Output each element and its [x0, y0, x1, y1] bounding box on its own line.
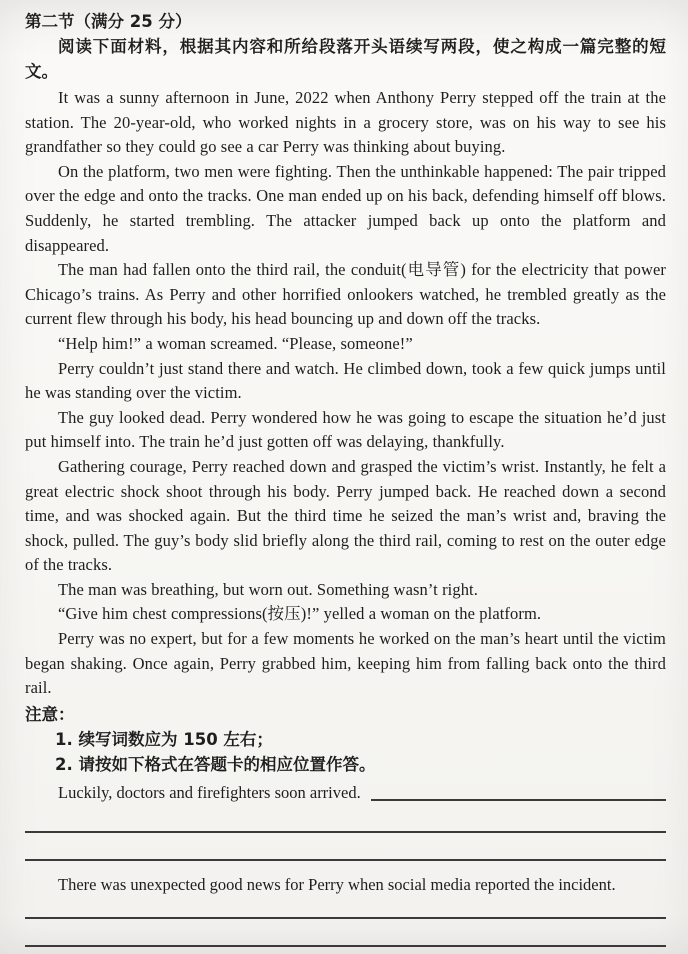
- passage-paragraph: The guy looked dead. Perry wondered how he was going to escape the situation he’d just put himself into. The train he’d just gotten off was delaying, thankfully.: [25, 407, 666, 452]
- passage-paragraph: On the platform, two men were fighting. Then the unthinkable happened: The pair tripped over the edge and onto the tracks. One man ended up on his back, defending himself off blows. Suddenly, he started trembling. The attacker jumped back up onto the platform and disappeared.: [25, 161, 666, 255]
- notes-section: [25, 702, 666, 777]
- writing-line: [25, 831, 666, 833]
- passage-paragraph: The man was breathing, but worn out. Something wasn’t right.: [58, 579, 478, 599]
- task-instruction: 阅读下面材料，根据其内容和所给段落开头语续写两段，使之构成一篇完整的短文。: [25, 37, 666, 81]
- writing-line: [371, 799, 666, 801]
- section-heading: 第二节（满分 25 分）: [25, 12, 192, 31]
- paragraph1-starter: Luckily, doctors and firefighters soon arrived.: [58, 782, 361, 802]
- paragraph2-starter: There was unexpected good news for Perry when social media reported the incident.: [58, 874, 616, 894]
- passage-paragraph: It was a sunny afternoon in June, 2022 when Anthony Perry stepped off the train at the station. The 20-year-old, who worked nights in a grocery store, was on his way to see his grandfather so they could go see a car Perry was thinking about buying.: [25, 88, 666, 157]
- passage-paragraph: Gathering courage, Perry reached down and grasped the victim’s wrist. Instantly, he felt a great electric shock shoot through his body. Perry jumped back. He reached down a second time, and was shocked again. But the third time he seized the man’s wrist and, braving the shock, pulled. The guy’s body slid briefly along the third rail, coming to rest on the outer edge of the tracks.: [25, 456, 666, 575]
- passage-paragraph: The man had fallen onto the third rail, the conduit(电导管) for the electricity that power Chicago’s trains. As Perry and other horrified onlookers watched, he trembled greatly as the current flew through his body, his head bouncing up and down off the tracks.: [25, 260, 666, 329]
- notes-label: 注意：: [25, 704, 75, 724]
- notes-item-2: 2. 请按如下格式在答题卡的相应位置作答。: [55, 754, 376, 774]
- answer-section: [25, 780, 666, 947]
- writing-line: [25, 917, 666, 919]
- passage-paragraph: “Help him!” a woman screamed. “Please, someone!”: [58, 333, 413, 353]
- passage-paragraph: Perry couldn’t just stand there and watch. He climbed down, took a few quick jumps until he was standing over the victim.: [25, 358, 666, 403]
- notes-item-1: 1. 续写词数应为 150 左右；: [55, 729, 273, 749]
- writing-line: [25, 859, 666, 861]
- passage-paragraph: Perry was no expert, but for a few moments he worked on the man’s heart until the victim began shaking. Once again, Perry grabbed him, keeping him from falling back onto the third rail.: [25, 629, 666, 698]
- reading-passage: [25, 86, 666, 701]
- passage-paragraph: “Give him chest compressions(按压)!” yelled a woman on the platform.: [58, 604, 542, 624]
- writing-line: [25, 945, 666, 947]
- paragraph1-starter-row: [25, 780, 666, 805]
